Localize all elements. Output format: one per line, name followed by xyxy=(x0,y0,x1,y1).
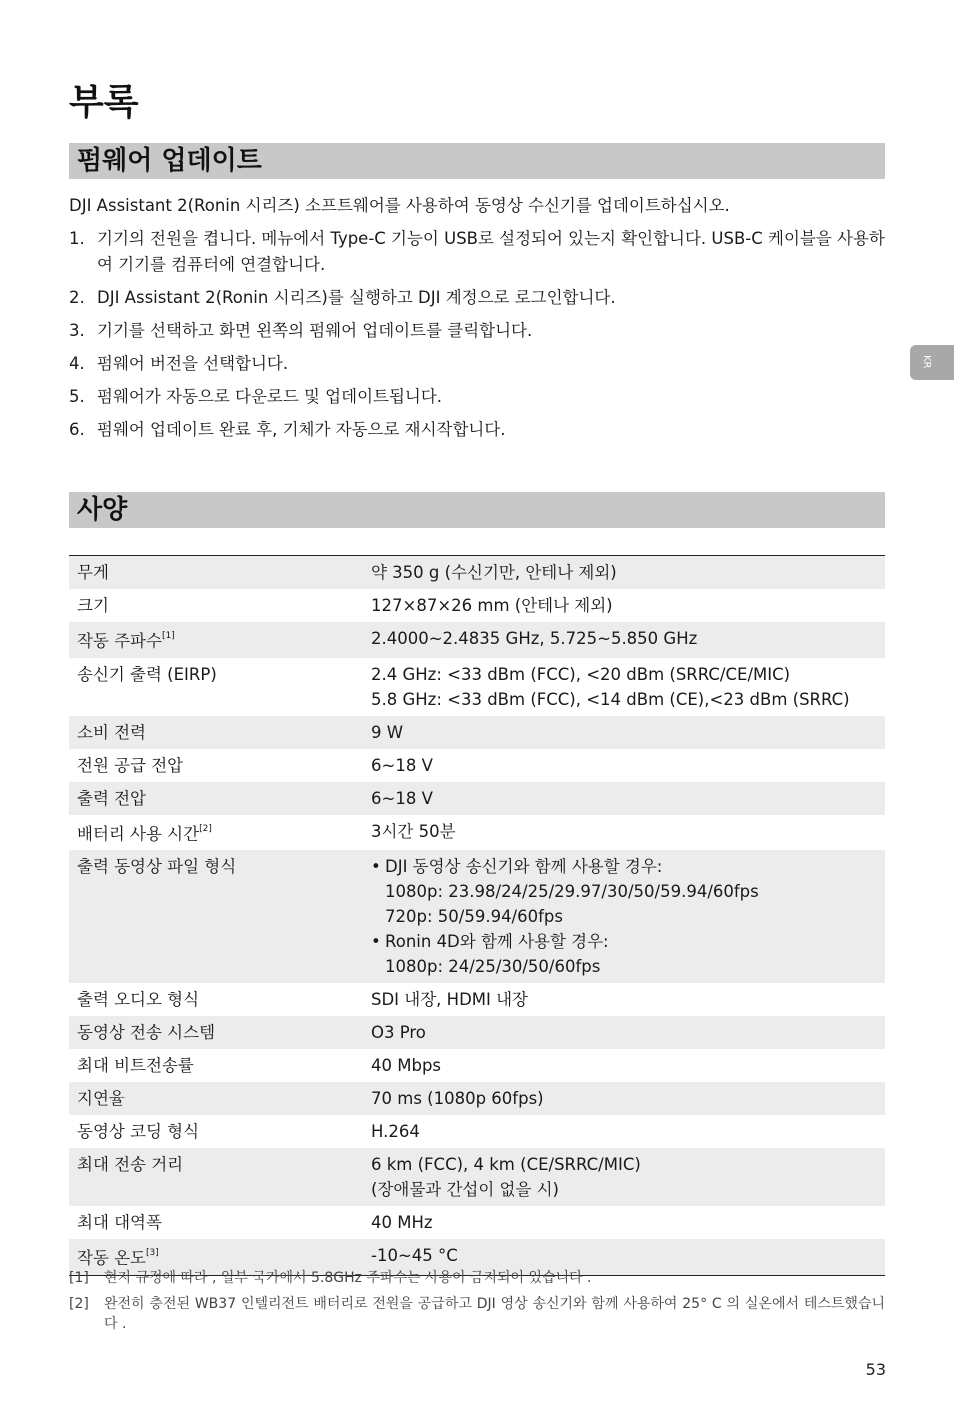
step-number: 3. xyxy=(69,321,85,340)
spec-label-text: 작동 온도 xyxy=(77,1248,147,1268)
spec-label: 출력 동영상 파일 형식 xyxy=(69,850,363,983)
spec-value-line: 1080p: 23.98/24/25/29.97/30/50/59.94/60fps xyxy=(385,882,759,901)
spec-value-line: 5.8 GHz: <33 dBm (FCC), <14 dBm (CE),<23 dBm (SRRC) xyxy=(371,689,850,709)
spec-value-line: 6 km (FCC), 4 km (CE/SRRC/MIC) xyxy=(371,1155,641,1174)
spec-value: O3 Pro xyxy=(363,1016,885,1049)
spec-label: 전원 공급 전압 xyxy=(69,749,363,782)
spec-label xyxy=(69,815,363,851)
spec-value: SDI 내장, HDMI 내장 xyxy=(363,983,885,1016)
step-number: 6. xyxy=(69,420,85,439)
spec-value: H.264 xyxy=(363,1115,885,1148)
table-row xyxy=(69,749,885,782)
step-item xyxy=(69,285,885,311)
specs-heading: 사양 xyxy=(77,495,128,525)
spec-label: 최대 비트전송률 xyxy=(69,1049,363,1082)
bullet-item: • DJI 동영상 송신기와 함께 사용할 경우: xyxy=(371,854,877,879)
spec-value xyxy=(363,850,885,983)
table-row xyxy=(69,1148,885,1206)
table-row xyxy=(69,782,885,815)
spec-value: 3시간 50분 xyxy=(363,815,885,851)
footnote-text: 완전히 충전된 WB37 인텔리전트 배터리로 전원을 공급하고 DJI 영상 송신기와 함께 사용하여 25° C 의 실온에서 테스트했습니다 . xyxy=(104,1296,885,1332)
step-text: DJI Assistant 2(Ronin 시리즈)를 실행하고 DJI 계정으로 로그인합니다. xyxy=(97,288,616,307)
spec-value: -10~45 °C xyxy=(363,1239,885,1275)
footnote-mark: [1] xyxy=(69,1270,89,1286)
firmware-section-header xyxy=(69,143,885,179)
table-row xyxy=(69,1206,885,1239)
page-number: 53 xyxy=(865,1360,886,1379)
step-item xyxy=(69,351,885,377)
spec-value-line: 2.4 GHz: <33 dBm (FCC), <20 dBm (SRRC/CE/MIC) xyxy=(371,664,791,684)
step-number: 2. xyxy=(69,288,85,307)
spec-value-line: 720p: 50/59.94/60fps xyxy=(385,907,563,926)
table-row xyxy=(69,1115,885,1148)
bullet-item: • Ronin 4D와 함께 사용할 경우: xyxy=(371,929,877,954)
step-item xyxy=(69,384,885,410)
spec-label: 무게 xyxy=(69,556,363,590)
table-row xyxy=(69,1016,885,1049)
spec-label: 최대 전송 거리 xyxy=(69,1148,363,1206)
table-row xyxy=(69,815,885,851)
footnote-ref: [1] xyxy=(161,631,175,641)
table-row xyxy=(69,716,885,749)
spec-value-line: (장애물과 간섭이 없을 시) xyxy=(371,1180,559,1199)
firmware-steps-list xyxy=(69,226,885,450)
spec-label: 지연율 xyxy=(69,1082,363,1115)
spec-value: 6~18 V xyxy=(363,782,885,815)
spec-label: 크기 xyxy=(69,589,363,622)
spec-value: 40 Mbps xyxy=(363,1049,885,1082)
spec-value: 127×87×26 mm (안테나 제외) xyxy=(363,589,885,622)
step-text: 기기를 선택하고 화면 왼쪽의 펌웨어 업데이트를 클릭합니다. xyxy=(97,321,533,340)
spec-value xyxy=(363,658,885,716)
spec-value: 6~18 V xyxy=(363,749,885,782)
footnote-text: 현지 규정에 따라 , 일부 국가에서 5.8GHz 주파수는 사용이 금지되어 있습니다 . xyxy=(104,1270,592,1286)
table-row xyxy=(69,1082,885,1115)
step-item xyxy=(69,226,885,278)
step-text: 펌웨어 버전을 선택합니다. xyxy=(97,354,289,373)
table-row xyxy=(69,622,885,658)
spec-label: 동영상 전송 시스템 xyxy=(69,1016,363,1049)
page-title: 부록 xyxy=(69,82,139,123)
step-number: 5. xyxy=(69,387,85,406)
firmware-intro: DJI Assistant 2(Ronin 시리즈) 소프트웨어를 사용하여 동영상 수신기를 업데이트하십시오. xyxy=(69,196,730,215)
table-row xyxy=(69,556,885,590)
spec-label: 출력 오디오 형식 xyxy=(69,983,363,1016)
firmware-heading: 펌웨어 업데이트 xyxy=(77,146,262,176)
spec-label: 소비 전력 xyxy=(69,716,363,749)
table-row xyxy=(69,658,885,716)
footnote xyxy=(69,1268,885,1288)
specs-table xyxy=(69,555,885,1276)
step-text: 펌웨어 업데이트 완료 후, 기체가 자동으로 재시작합니다. xyxy=(97,420,506,439)
table-row xyxy=(69,1049,885,1082)
spec-label-text: 배터리 사용 시간 xyxy=(77,824,200,843)
spec-value: 약 350 g (수신기만, 안테나 제외) xyxy=(363,556,885,590)
spec-label: 출력 전압 xyxy=(69,782,363,815)
table-row xyxy=(69,983,885,1016)
step-number: 1. xyxy=(69,229,85,248)
footnotes xyxy=(69,1268,885,1340)
spec-label: 최대 대역폭 xyxy=(69,1206,363,1239)
table-row xyxy=(69,850,885,983)
step-number: 4. xyxy=(69,354,85,373)
spec-value: 9 W xyxy=(363,716,885,749)
language-tab-label: KR xyxy=(921,355,932,369)
spec-label: 송신기 출력 (EIRP) xyxy=(69,658,363,716)
step-item xyxy=(69,318,885,344)
step-text: 기기의 전원을 켭니다. 메뉴에서 Type-C 기능이 USB로 설정되어 있는지 확인합니다. USB-C 케이블을 사용하여 기기를 컴퓨터에 연결합니다. xyxy=(97,229,885,274)
spec-value: 70 ms (1080p 60fps) xyxy=(363,1082,885,1115)
footnote-mark: [2] xyxy=(69,1296,89,1312)
spec-label-text: 작동 주파수 xyxy=(77,631,162,651)
spec-label: 동영상 코딩 형식 xyxy=(69,1115,363,1148)
spec-label xyxy=(69,622,363,658)
step-item xyxy=(69,417,885,443)
table-row xyxy=(69,589,885,622)
spec-value: 40 MHz xyxy=(363,1206,885,1239)
footnote xyxy=(69,1294,885,1334)
spec-value: 2.4000~2.4835 GHz, 5.725~5.850 GHz xyxy=(363,622,885,658)
spec-value-line: 1080p: 24/25/30/50/60fps xyxy=(385,957,601,976)
spec-value xyxy=(363,1148,885,1206)
footnote-ref: [2] xyxy=(199,823,212,834)
footnote-ref: [3] xyxy=(146,1248,159,1258)
step-text: 펌웨어가 자동으로 다운로드 및 업데이트됩니다. xyxy=(97,387,443,406)
language-tab xyxy=(910,345,954,380)
specs-section-header xyxy=(69,492,885,528)
